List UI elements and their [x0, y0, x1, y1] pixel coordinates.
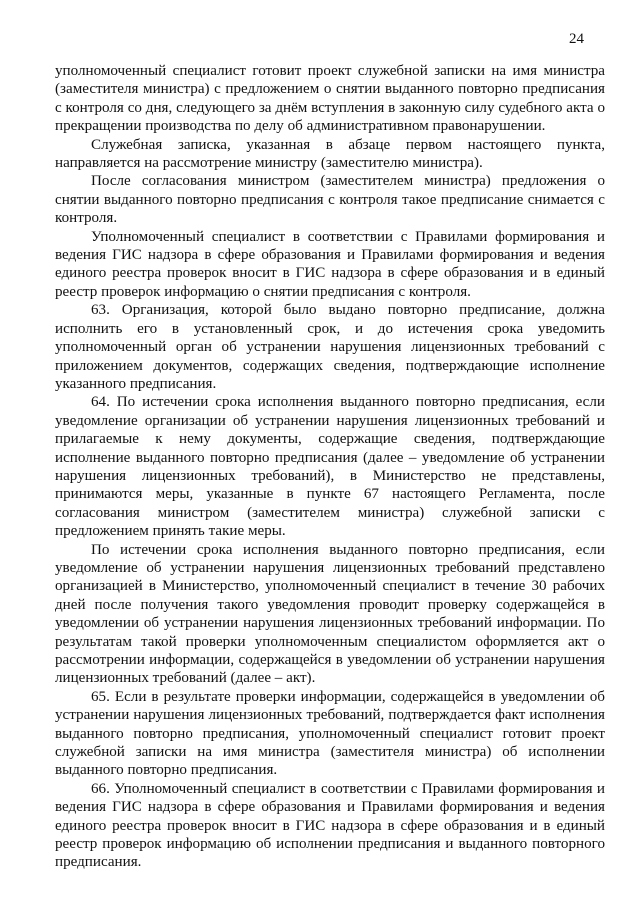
paragraph-registry-entry: Уполномоченный специалист в соответствии с Правилами формирования и ведения ГИС надзора в сфере образования и Правилами формирования и ведения единого реестра проверок вносит в ГИС надзора в сфере образования и в единый реестр проверок информацию о снятии предписания с контроля.	[55, 228, 605, 300]
document-body	[55, 62, 605, 872]
paragraph-item-66: 66. Уполномоченный специалист в соответствии с Правилами формирования и ведения ГИС надзора в сфере образования и Правилами формирования и ведения единого реестра проверок вносит в ГИС надзора в сфере образования и в единый реестр проверок информацию об исполнении предписания и выданного повторного предписания.	[55, 780, 605, 871]
paragraph-item-65: 65. Если в результате проверки информации, содержащейся в уведомлении об устранении нарушения лицензионных требований, подтверждается факт исполнения выданного повторно предписания, уполномоченный специалист готовит проект служебной записки на имя министра (заместителя министра) об исполнении выданного повторно предписания.	[55, 688, 605, 779]
paragraph-continuation: уполномоченный специалист готовит проект служебной записки на имя министра (заместителя министра) с предложением о снятии выданного повторно предписания с контроля со дня, следующего за днём вступления в законную силу судебного акта о прекращении производства по делу об административном правонарушении.	[55, 63, 605, 135]
paragraph-item-63: 63. Организация, которой было выдано повторно предписание, должна исполнить его в установленный срок, и до истечения срока уведомить уполномоченный орган об устранении нарушения лицензионных требований с приложением документов, содержащих сведения, подтверждающие исполнение указанного предписания.	[55, 302, 605, 392]
paragraph-notification-review: По истечении срока исполнения выданного повторно предписания, если уведомление об устранении нарушения лицензионных требований представлено организацией в Министерство, уполномоченный специалист в течение 30 рабочих дней после получения такого уведомления проводит проверку содержащейся в уведомлении об устранении нарушения лицензионных требований информации. По результатам такой проверки уполномоченным специалистом оформляется акт о рассмотрении информации, содержащейся в уведомлении об устранении нарушения лицензионных требований (далее – акт).	[55, 541, 605, 687]
paragraph-removal-from-control: После согласования министром (заместителем министра) предложения о снятии выданного повторно предписания с контроля такое предписание снимается с контроля.	[55, 173, 605, 227]
paragraph-item-64: 64. По истечении срока исполнения выданного повторно предписания, если уведомление организации об устранении нарушения лицензионных требований и прилагаемые к нему документы, содержащие сведения, подтверждающие исполнение выданного повторно предписания (далее – уведомление об устранении нарушения лицензионных требований), в Министерство не представлены, принимаются меры, указанные в пункте 67 настоящего Регламента, после согласования министром (заместителем министра) служебной записки с предложением принять такие меры.	[55, 394, 605, 540]
paragraph-memo-referral: Служебная записка, указанная в абзаце первом настоящего пункта, направляется на рассмотрение министру (заместителю министра).	[55, 136, 605, 172]
page-number: 24	[569, 31, 584, 47]
